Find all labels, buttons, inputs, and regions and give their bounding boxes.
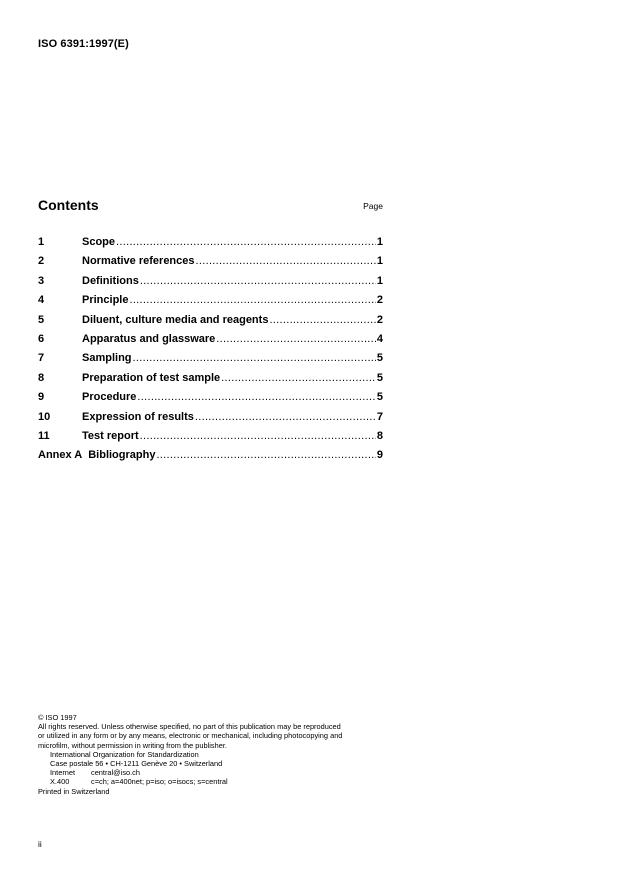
toc-entry-test-report[interactable] xyxy=(38,430,383,449)
toc-entry-sampling[interactable] xyxy=(38,352,383,371)
toc-entry-page: 5 xyxy=(376,391,383,404)
toc-entry-page: 2 xyxy=(376,313,383,326)
toc-leader-dots xyxy=(129,294,375,306)
toc-entry-page: 7 xyxy=(376,410,383,423)
page-number: ii xyxy=(38,839,42,849)
toc-entry-title: Sampling xyxy=(82,352,132,365)
organization-name: International Organization for Standardization xyxy=(50,749,199,759)
toc-leader-dots xyxy=(140,275,376,287)
toc-leader-dots xyxy=(156,449,375,461)
toc-entry-number: 6 xyxy=(38,332,45,345)
rights-text-line-3: microfilm, without permission in writing from the publisher. xyxy=(38,740,227,750)
toc-entry-principle[interactable] xyxy=(38,294,383,313)
toc-entry-page: 8 xyxy=(376,429,383,442)
toc-leader-dots xyxy=(221,372,376,384)
toc-entry-title: Normative references xyxy=(82,255,195,268)
page-column-label: Page xyxy=(363,201,383,211)
toc-entry-title: Procedure xyxy=(82,391,137,404)
toc-entry-page: 9 xyxy=(376,449,383,462)
toc-entry-title: Preparation of test sample xyxy=(82,371,221,384)
toc-leader-dots xyxy=(137,391,375,403)
toc-entry-number: 10 xyxy=(38,410,51,423)
toc-entry-number: 5 xyxy=(38,313,45,326)
internet-email[interactable]: central@iso.ch xyxy=(91,768,140,778)
toc-entry-definitions[interactable] xyxy=(38,275,383,294)
toc-entry-title: Diluent, culture media and reagents xyxy=(82,313,269,326)
toc-leader-dots xyxy=(140,430,376,442)
toc-entry-number: 11 xyxy=(38,429,50,442)
document-id: ISO 6391:1997(E) xyxy=(38,38,129,50)
toc-leader-dots xyxy=(269,314,375,326)
toc-entry-number: 7 xyxy=(38,352,45,365)
toc-entry-number: 2 xyxy=(38,255,45,268)
toc-entry-title: Scope xyxy=(82,236,116,248)
toc-entry-page: 2 xyxy=(376,294,383,307)
toc-annex-label: Annex A xyxy=(38,449,83,462)
table-of-contents xyxy=(38,236,383,469)
toc-entry-procedure[interactable] xyxy=(38,391,383,410)
publisher-address xyxy=(38,750,385,787)
toc-entry-number: 4 xyxy=(38,294,45,307)
toc-entry-title: Apparatus and glassware xyxy=(82,332,216,345)
x400-label: X.400 xyxy=(50,777,70,787)
toc-leader-dots xyxy=(116,236,376,248)
toc-leader-dots xyxy=(133,352,376,364)
internet-label: Internet xyxy=(50,768,76,778)
toc-entry-number: 1 xyxy=(38,236,45,248)
toc-entry-number: 9 xyxy=(38,391,45,404)
toc-entry-scope[interactable] xyxy=(38,236,383,255)
toc-entry-apparatus[interactable] xyxy=(38,333,383,352)
toc-entry-expression-of-results[interactable] xyxy=(38,411,383,430)
toc-entry-title: Expression of results xyxy=(82,410,194,423)
toc-entry-title: Test report xyxy=(82,429,139,442)
x400-row xyxy=(50,777,385,786)
toc-entry-page: 4 xyxy=(376,332,383,345)
toc-entry-title: Principle xyxy=(82,294,129,307)
copyright-notice: © ISO 1997 xyxy=(38,713,77,722)
organization-address: Case postale 56 • CH-1211 Genève 20 • Switzerland xyxy=(50,759,223,769)
toc-leader-dots xyxy=(196,255,376,267)
toc-entry-annex-a[interactable] xyxy=(38,449,383,468)
toc-leader-dots xyxy=(216,333,376,345)
toc-entry-page: 1 xyxy=(376,255,383,268)
toc-entry-page: 1 xyxy=(376,236,383,248)
toc-entry-normative-references[interactable] xyxy=(38,255,383,274)
copyright-block xyxy=(38,713,385,796)
rights-text-line-1: All rights reserved. Unless otherwise specified, no part of this publication may be reproduced xyxy=(38,722,341,732)
toc-leader-dots xyxy=(195,411,376,423)
printed-in: Printed in Switzerland xyxy=(38,786,110,796)
internet-row xyxy=(50,768,385,777)
toc-entry-title: Bibliography xyxy=(88,449,156,462)
toc-entry-number: 3 xyxy=(38,274,45,287)
toc-entry-page: 5 xyxy=(376,371,383,384)
toc-entry-page: 1 xyxy=(376,274,383,287)
toc-entry-number: 8 xyxy=(38,371,45,384)
toc-entry-title: Definitions xyxy=(82,274,139,287)
toc-entry-preparation[interactable] xyxy=(38,372,383,391)
contents-heading: Contents xyxy=(38,197,99,213)
rights-text-line-2: or utilized in any form or by any means, electronic or mechanical, including photocopying and xyxy=(38,731,343,741)
toc-entry-diluent[interactable] xyxy=(38,314,383,333)
toc-entry-page: 5 xyxy=(376,352,383,365)
x400-address: c=ch; a=400net; p=iso; o=isocs; s=central xyxy=(91,777,228,787)
